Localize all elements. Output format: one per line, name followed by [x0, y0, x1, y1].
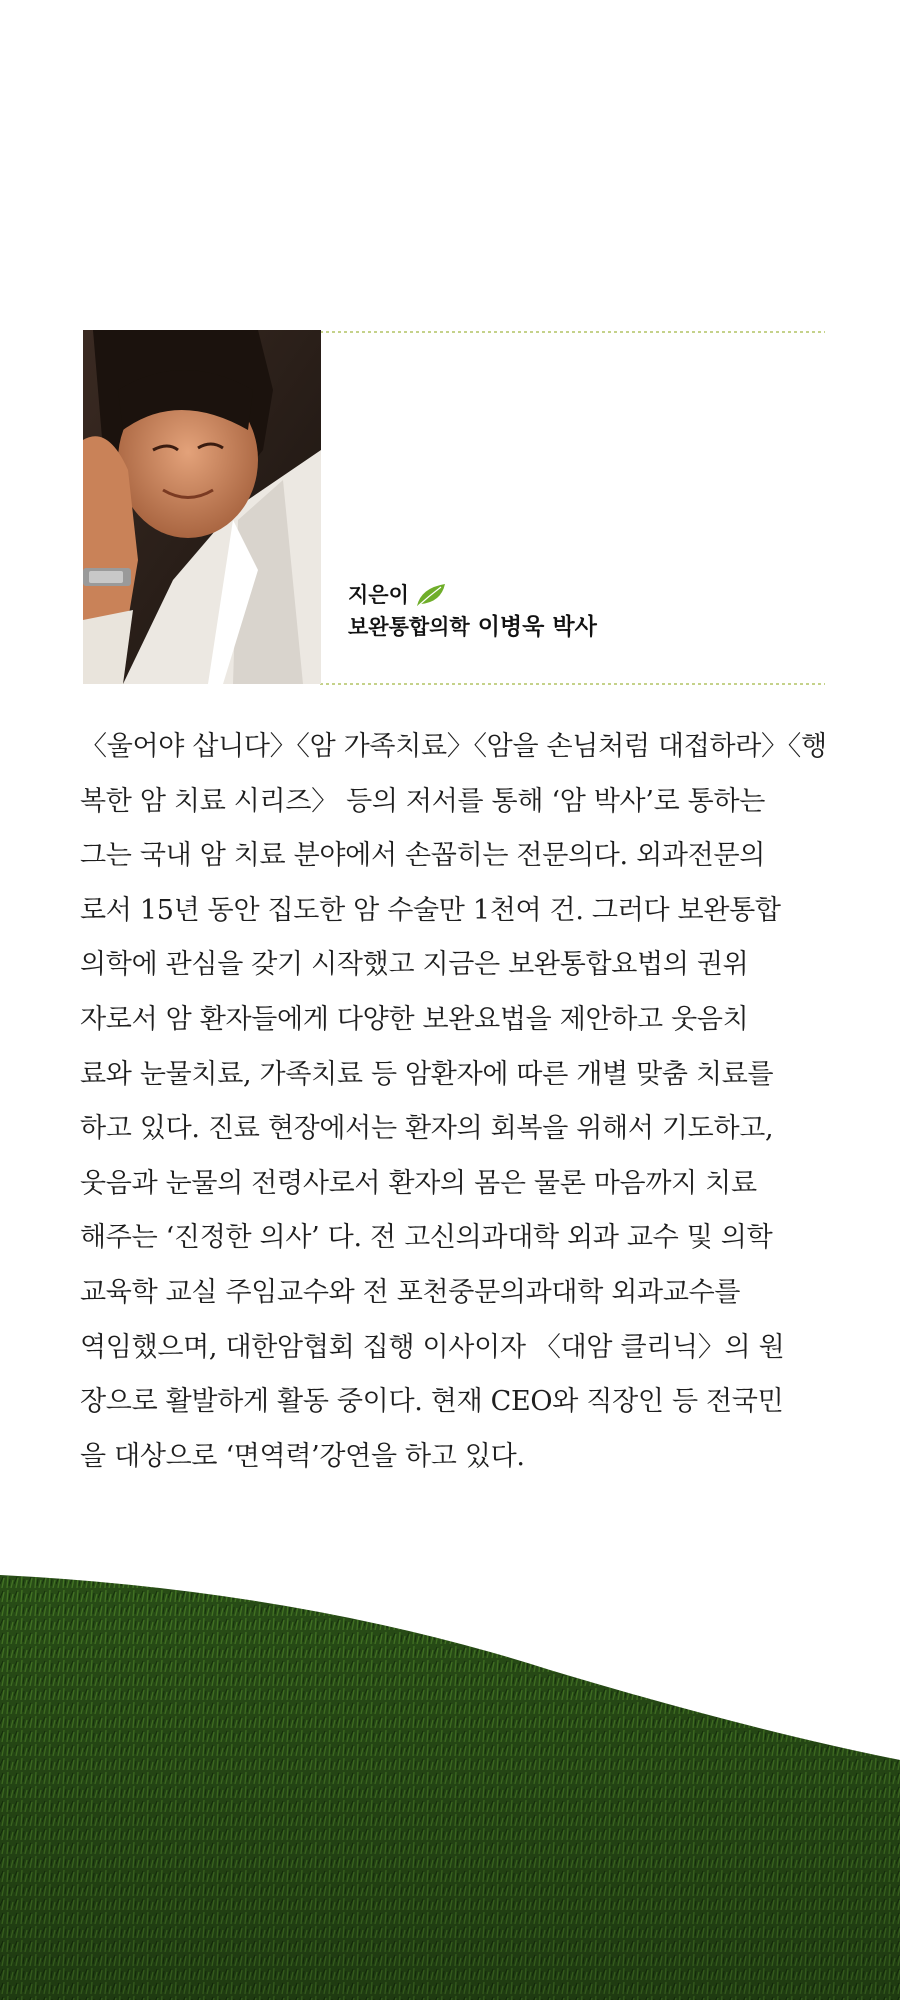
bio-line: 역임했으며, 대한암협회 집행 이사이자 〈대암 클리닉〉의 원 [80, 1331, 785, 1363]
bio-line: 웃음과 눈물의 전령사로서 환자의 몸은 물론 마음까지 치료 [80, 1167, 757, 1199]
author-name: 이병욱 박사 [477, 614, 597, 640]
top-divider [320, 331, 825, 333]
bio-line: 의학에 관심을 갖기 시작했고 지금은 보완통합요법의 권위 [80, 949, 749, 981]
bio-line: 로서 15년 동안 집도한 암 수술만 1천여 건. 그러다 보완통합 [80, 894, 781, 926]
leaf-icon [415, 582, 447, 608]
author-bio [80, 720, 835, 1484]
author-photo [83, 330, 321, 684]
bio-line: 〈울어야 삽니다〉〈암 가족치료〉〈암을 손님처럼 대접하라〉〈행 [80, 731, 827, 762]
bio-line: 자로서 암 환자들에게 다양한 보완요법을 제안하고 웃음치 [80, 1003, 749, 1035]
author-role [348, 580, 597, 610]
bio-line: 료와 눈물치료, 가족치료 등 암환자에 따른 개별 맞춤 치료를 [80, 1058, 774, 1090]
grass-field [0, 1560, 900, 2000]
bio-line: 하고 있다. 진료 현장에서는 환자의 회복을 위해서 기도하고, [80, 1113, 774, 1145]
bio-line: 장으로 활발하게 활동 중이다. 현재 CEO와 직장인 등 전국민 [80, 1386, 784, 1418]
author-block [348, 580, 597, 644]
bottom-divider [320, 683, 825, 685]
author-role-label: 지은이 [348, 583, 409, 607]
bio-line: 교육학 교실 주임교수와 전 포천중문의과대학 외과교수를 [80, 1276, 741, 1308]
author-name-line [348, 610, 597, 644]
bio-line: 복한 암 치료 시리즈〉 등의 저서를 통해 ‘암 박사’로 통하는 [80, 785, 766, 817]
portrait-photo [83, 330, 321, 684]
bio-line: 해주는 ‘진정한 의사’ 다. 전 고신의과대학 외과 교수 및 의학 [80, 1222, 773, 1254]
author-affiliation: 보완통합의학 [348, 615, 470, 639]
bio-line: 그는 국내 암 치료 분야에서 손꼽히는 전문의다. 외과전문의 [80, 840, 766, 872]
bio-line: 을 대상으로 ‘면역력’강연을 하고 있다. [80, 1440, 525, 1472]
